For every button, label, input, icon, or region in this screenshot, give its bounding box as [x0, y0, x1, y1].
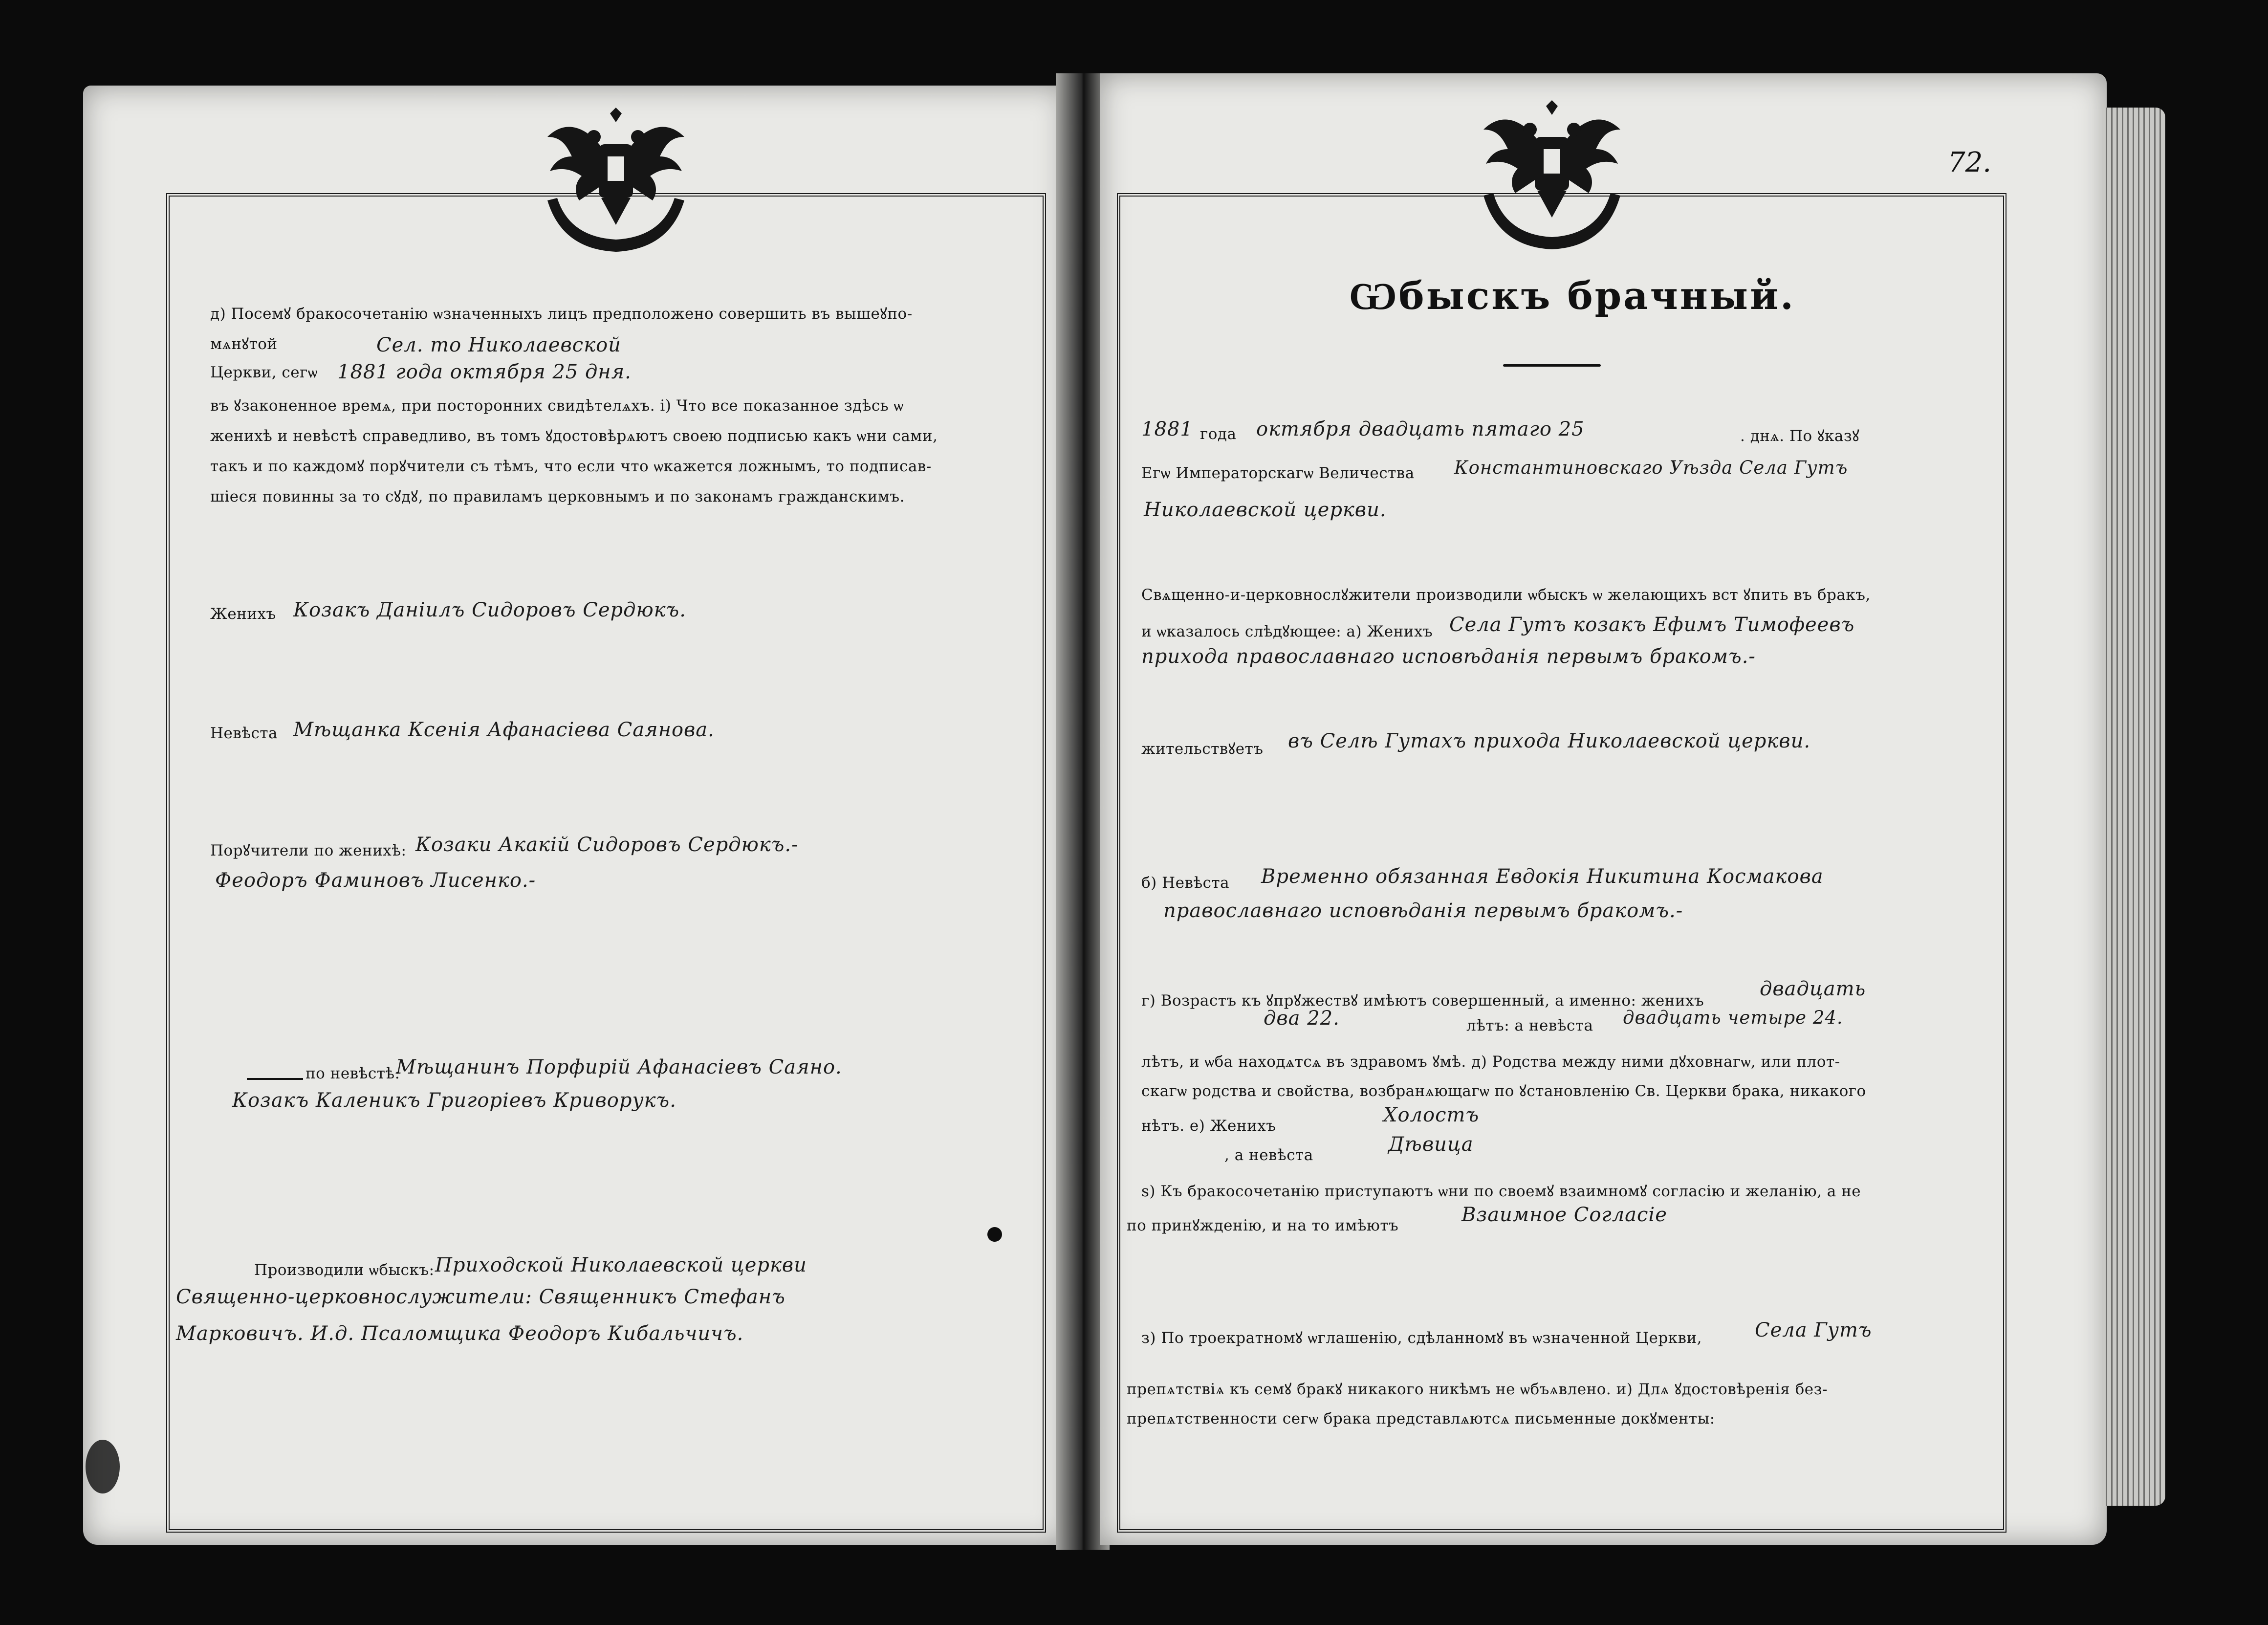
intro-day-label: . днѧ. По ꙋказꙋ	[1740, 427, 1860, 445]
blank-line	[247, 1078, 303, 1080]
title-rule	[1503, 364, 1601, 367]
date-handwritten: 1881 года октября 25 дня.	[337, 361, 632, 383]
age-line4: скагѡ родства и свойства, возбранѧющагѡ по ꙋстановленію Св. Церкви брака, никакого	[1141, 1082, 1866, 1100]
groom-description-line2: прихода православнаго исповѣданія первымъ бракомъ.-	[1141, 645, 1756, 668]
page-edges	[2102, 108, 2165, 1506]
bride-label: Невѣста	[210, 725, 278, 742]
groom-description-line1: Села Гутъ козакъ Ефимъ Тимофеевъ	[1449, 614, 1855, 636]
left-para-d-line4: въ ꙋзаконенное времѧ, при посторонних свидѣтелѧхъ. і) Что все показанное здѣсь ѡ	[210, 397, 904, 415]
bride-value: Мѣщанка Ксенія Афанасіева Саянова.	[293, 719, 715, 741]
intro-place-line2: Николаевской церкви.	[1144, 499, 1387, 521]
intro-year-label: года	[1200, 425, 1237, 443]
intro-month: октября двадцать пятаго 25	[1256, 418, 1585, 440]
consent-value: Взаимное Согласіе	[1461, 1204, 1667, 1226]
bride-age: двадцать четыре 24.	[1623, 1007, 1843, 1028]
folio-number: 72.	[1948, 147, 1992, 178]
residence-label: жительствꙋетъ	[1141, 740, 1264, 758]
consent-line1: ѕ) Къ бракосочетанію приступаютъ ѡни по своемꙋ взаимномꙋ согласію и желанію, а не	[1141, 1183, 1861, 1200]
left-para-d-line2: мѧнꙋтой	[210, 335, 278, 353]
bride-guarantors-line1: Мѣщанинъ Порфирій Афанасіевъ Саяно.	[396, 1056, 842, 1078]
ink-blot	[987, 1227, 1002, 1242]
left-para-d-line7: шіеся повинны за то сꙋдꙋ, по правиламъ церковнымъ и по законамъ гражданскимъ.	[210, 488, 905, 505]
inquiry-line1: Приходской Николаевской церкви	[435, 1254, 807, 1276]
intro-place-line1: Константиновскаго Уѣзда Села Гутъ	[1454, 457, 1848, 478]
right-bride-value-line2: православнаго исповѣданія первымъ бракомъ.-	[1163, 900, 1683, 922]
left-para-d-line3: Церкви, сегѡ	[210, 364, 318, 381]
groom-value: Козакъ Даніилъ Сидоровъ Сердюкъ.	[293, 599, 686, 621]
groom-age-number: два 22.	[1264, 1007, 1340, 1030]
age-line3: лѣтъ, и ѡба находѧтсѧ въ здравомъ ꙋмѣ. д) Родства между ними дꙋховнагѡ, или плот-	[1141, 1053, 1840, 1071]
bride-status: Дѣвица	[1388, 1133, 1474, 1156]
left-para-d-line6: такъ и по каждомꙋ порꙋчители съ тѣмъ, что если что ѡкажется ложнымъ, то подписав-	[210, 458, 932, 475]
right-bride-label: б) Невѣста	[1141, 874, 1230, 892]
bride-guarantors-label: по невѣстѣ:	[305, 1065, 400, 1082]
document-title: Ѡбыскъ брачный.	[1349, 274, 1796, 318]
consent-line2-label: по принꙋжденію, и на то имѣютъ	[1127, 1217, 1399, 1234]
groom-guarantors-label: Порꙋчители по женихѣ:	[210, 842, 407, 859]
age-line1: г) Возрастъ къ ꙋпрꙋжествꙋ имѣютъ совершенный, а именно: женихъ	[1141, 992, 1704, 1010]
groom-status-label: нѣтъ. е) Женихъ	[1141, 1117, 1276, 1135]
banns-line2: препѧтствіѧ къ семꙋ бракꙋ никакого никѣмъ не ѡбъѧвлено. и) Длѧ ꙋдостовѣренія без-	[1127, 1381, 1828, 1398]
right-bride-value-line1: Временно обязанная Евдокія Никитина Космакова	[1261, 865, 1824, 888]
left-para-d-line1: д) Посемꙋ бракосочетанію ѡзначенныхъ лицъ предположено совершить въ вышеꙋпо-	[210, 305, 913, 323]
banns-church: Села Гутъ	[1755, 1319, 1872, 1341]
banns-line3: препѧтственности сегѡ брака представлѧютсѧ письменные докꙋменты:	[1127, 1410, 1715, 1427]
intro-year: 1881	[1141, 418, 1193, 440]
age-years-label: лѣтъ: а невѣста	[1466, 1017, 1593, 1034]
groom-guarantors-line2: Феодоръ Фаминовъ Лисенко.-	[215, 869, 536, 892]
church-handwritten: Сел. то Николаевской	[376, 334, 621, 356]
bride-guarantors-line2: Козакъ Каленикъ Григоріевъ Криворукъ.	[232, 1089, 676, 1112]
residence-value: въ Селѣ Гутахъ прихода Николаевской церкви.	[1288, 730, 1811, 752]
banns-label: з) По троекратномꙋ ѡглашенію, сдѣланномꙋ въ ѡзначенной Церкви,	[1141, 1329, 1702, 1347]
clergy-line1: Свѧщенно-и-церковнослꙋжители производили ѡбыскъ ѡ желающихъ вст ꙋпить въ бракъ,	[1141, 586, 1871, 604]
inquiry-line3: Марковичъ. И.д. Псаломщика Феодоръ Кибальчичъ.	[176, 1322, 744, 1345]
intro-majesty-label: Егѡ Императорскагѡ Величества	[1141, 464, 1415, 482]
inquiry-line2: Священно-церковнослужители: Священникъ Стефанъ	[176, 1286, 785, 1308]
left-para-d-line5: женихѣ и невѣстѣ справедливо, въ томъ ꙋдостовѣрѧютъ своею подписью какъ ѡни сами,	[210, 427, 938, 445]
page-stain	[86, 1440, 120, 1493]
groom-guarantors-line1: Козаки Акакій Сидоровъ Сердюкъ.-	[415, 834, 799, 856]
groom-age-words: двадцать	[1760, 978, 1866, 1000]
imperial-eagle-emblem-right	[1461, 95, 1642, 262]
inquiry-label: Производили ѡбыскъ:	[254, 1261, 435, 1279]
imperial-eagle-emblem-left	[528, 103, 704, 264]
bride-status-label: , а невѣста	[1224, 1146, 1313, 1164]
groom-status: Холостъ	[1383, 1104, 1480, 1126]
clergy-line2-label: и ѡказалось слѣдꙋющее: а) Женихъ	[1141, 623, 1433, 640]
groom-label: Женихъ	[210, 605, 276, 623]
